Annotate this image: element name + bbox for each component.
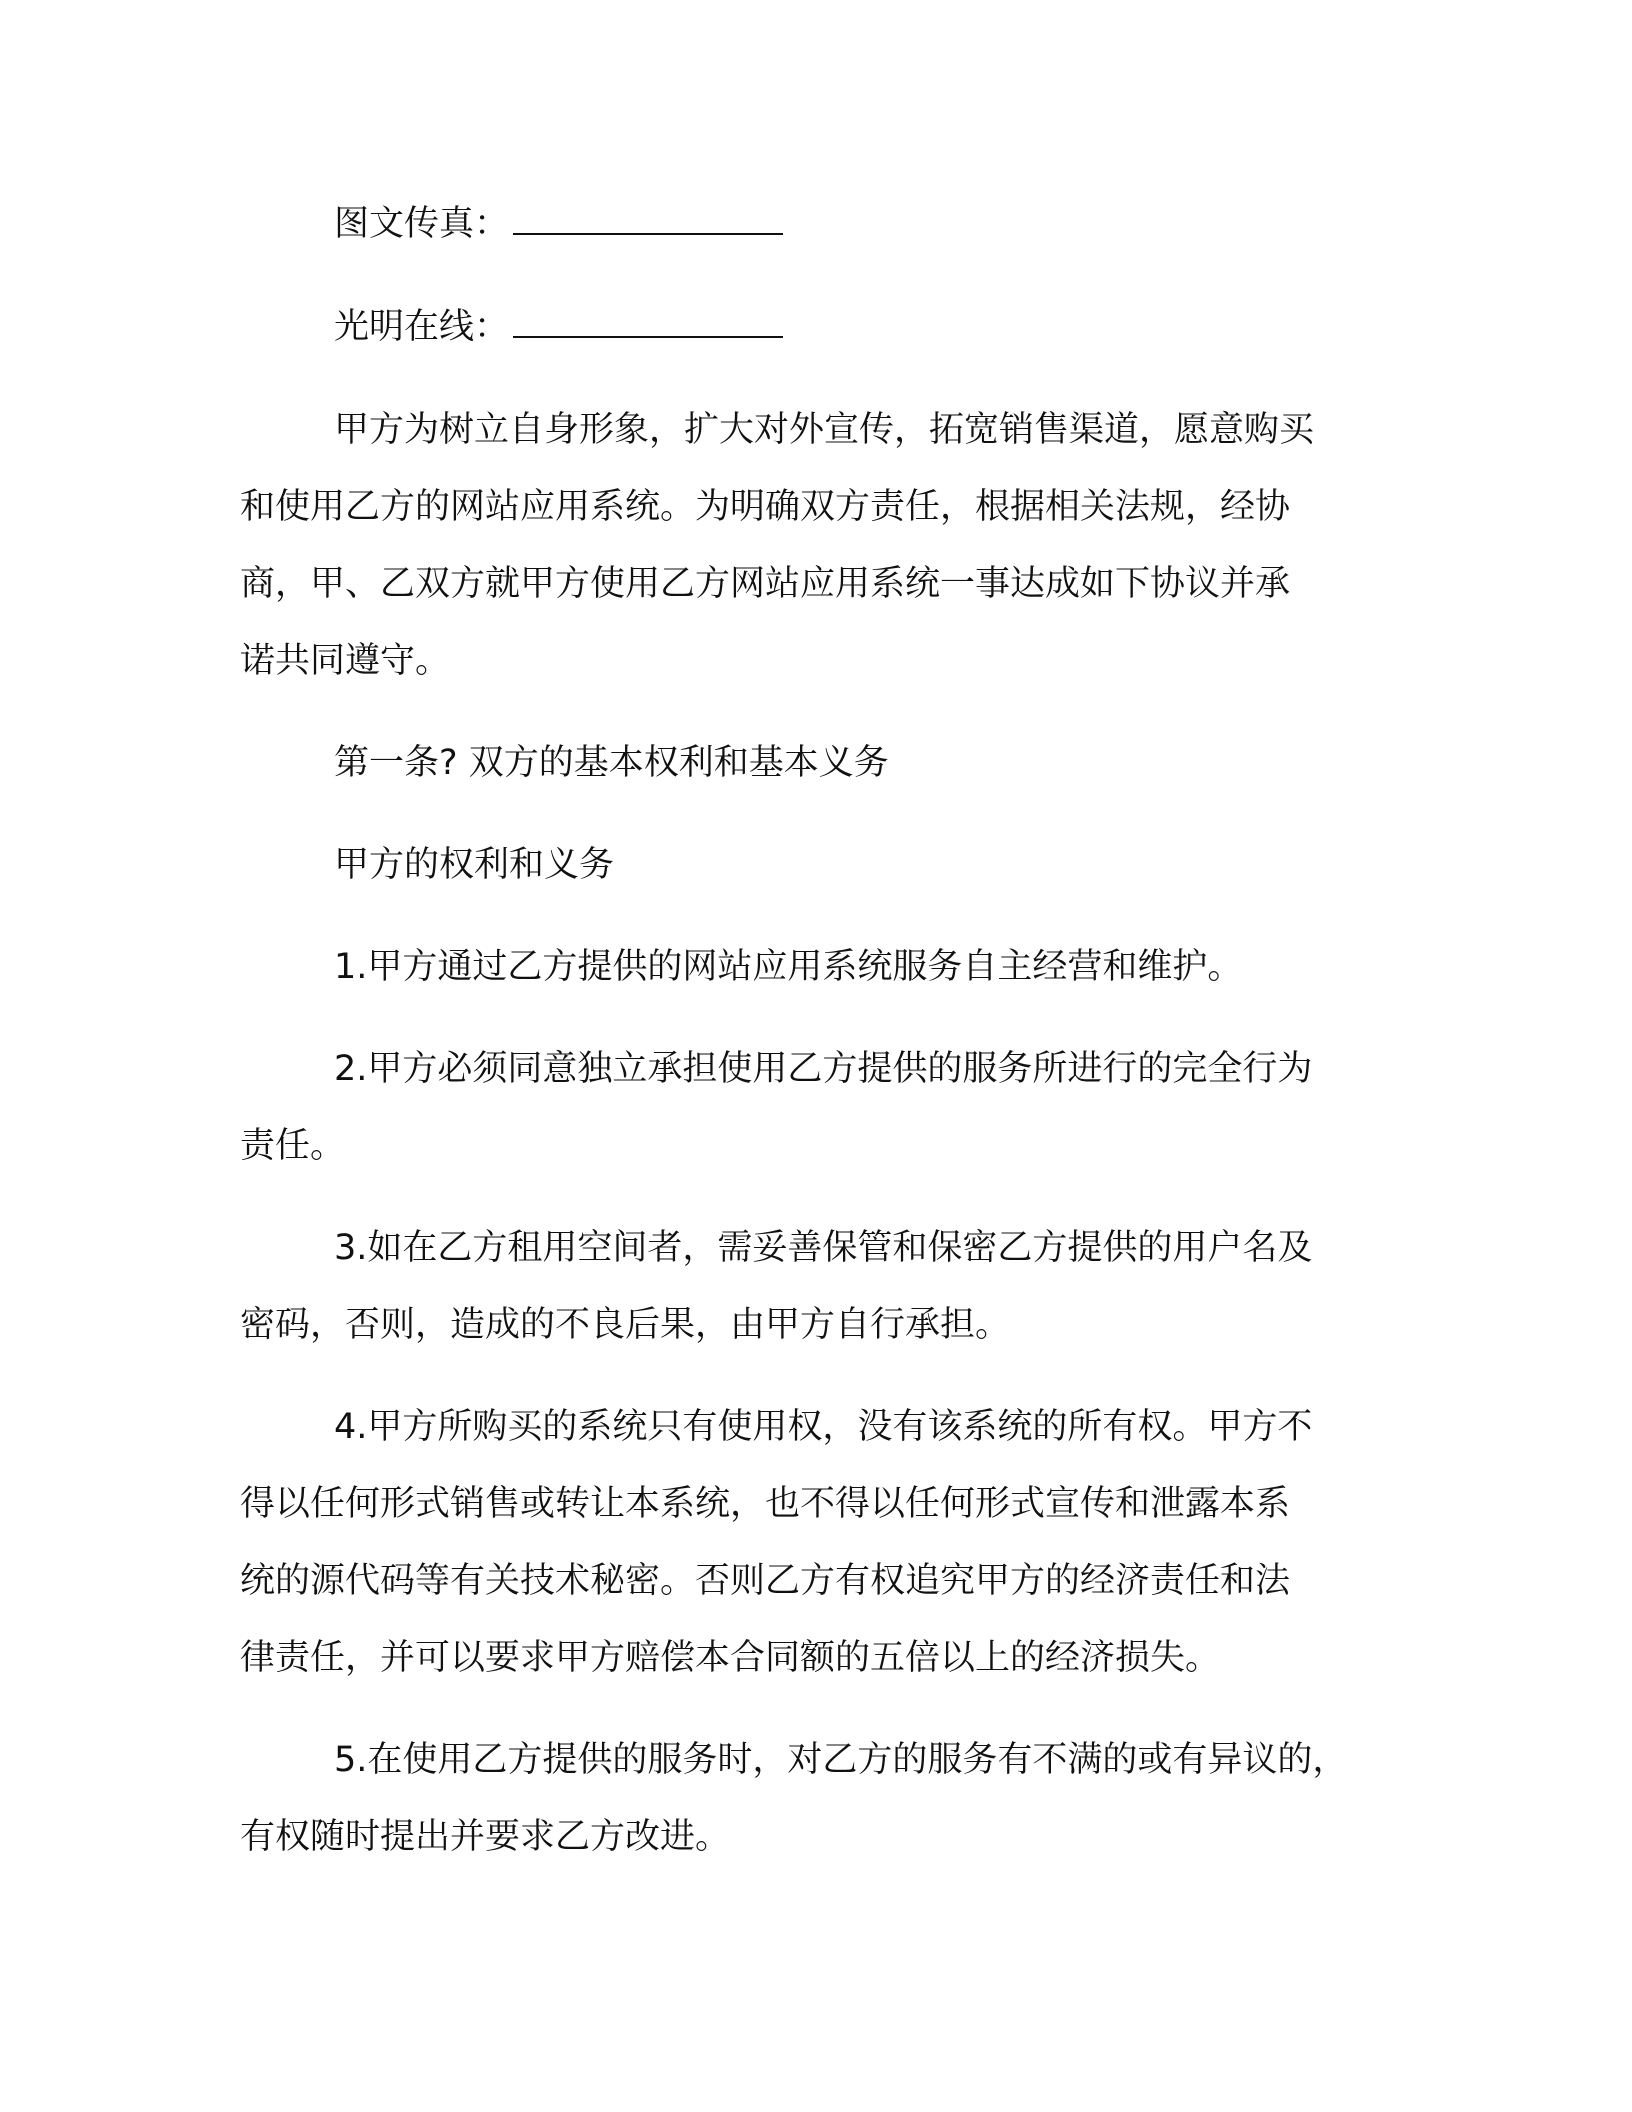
item-4 [240, 1389, 1400, 1697]
fax-field [240, 186, 1400, 263]
item-line: 2.甲方必须同意独立承担使用乙方提供的服务所进行的完全行为 [334, 1049, 1313, 1089]
item-3 [240, 1210, 1400, 1364]
intro-line: 诺共同遵守。 [240, 641, 451, 681]
item-2 [240, 1031, 1400, 1185]
document-body [240, 186, 1400, 1901]
fax-field-blank [513, 205, 783, 235]
intro-paragraph [240, 392, 1400, 700]
article-1-title: 第一条? 双方的基本权利和基本义务 [334, 743, 889, 783]
guangming-online-field [240, 289, 1400, 366]
item-line: 3.如在乙方租用空间者，需妥善保管和保密乙方提供的用户名及 [334, 1228, 1313, 1268]
item-line: 5.在使用乙方提供的服务时，对乙方的服务有不满的或有异议的， [334, 1740, 1348, 1780]
item-line: 4.甲方所购买的系统只有使用权，没有该系统的所有权。甲方不 [334, 1407, 1313, 1447]
intro-line: 和使用乙方的网站应用系统。为明确双方责任，根据相关法规，经协 [240, 487, 1291, 527]
intro-line: 甲方为树立自身形象，扩大对外宣传，拓宽销售渠道，愿意购买 [334, 410, 1315, 450]
fax-field-label: 图文传真： [334, 204, 510, 244]
item-line: 统的源代码等有关技术秘密。否则乙方有权追究甲方的经济责任和法 [240, 1561, 1291, 1601]
item-line: 律责任，并可以要求甲方赔偿本合同额的五倍以上的经济损失。 [240, 1638, 1221, 1678]
item-line: 密码，否则，造成的不良后果，由甲方自行承担。 [240, 1305, 1011, 1345]
item-line: 有权随时提出并要求乙方改进。 [240, 1817, 731, 1857]
item-5 [240, 1722, 1400, 1876]
item-line: 1.甲方通过乙方提供的网站应用系统服务自主经营和维护。 [334, 947, 1243, 987]
guangming-online-field-label: 光明在线： [334, 307, 510, 347]
guangming-online-field-blank [513, 308, 783, 338]
item-1 [240, 929, 1400, 1006]
item-line: 得以任何形式销售或转让本系统，也不得以任何形式宣传和泄露本系 [240, 1484, 1291, 1524]
party-a-heading: 甲方的权利和义务 [334, 845, 615, 885]
intro-line: 商，甲、乙双方就甲方使用乙方网站应用系统一事达成如下协议并承 [240, 564, 1291, 604]
item-line: 责任。 [240, 1126, 346, 1166]
